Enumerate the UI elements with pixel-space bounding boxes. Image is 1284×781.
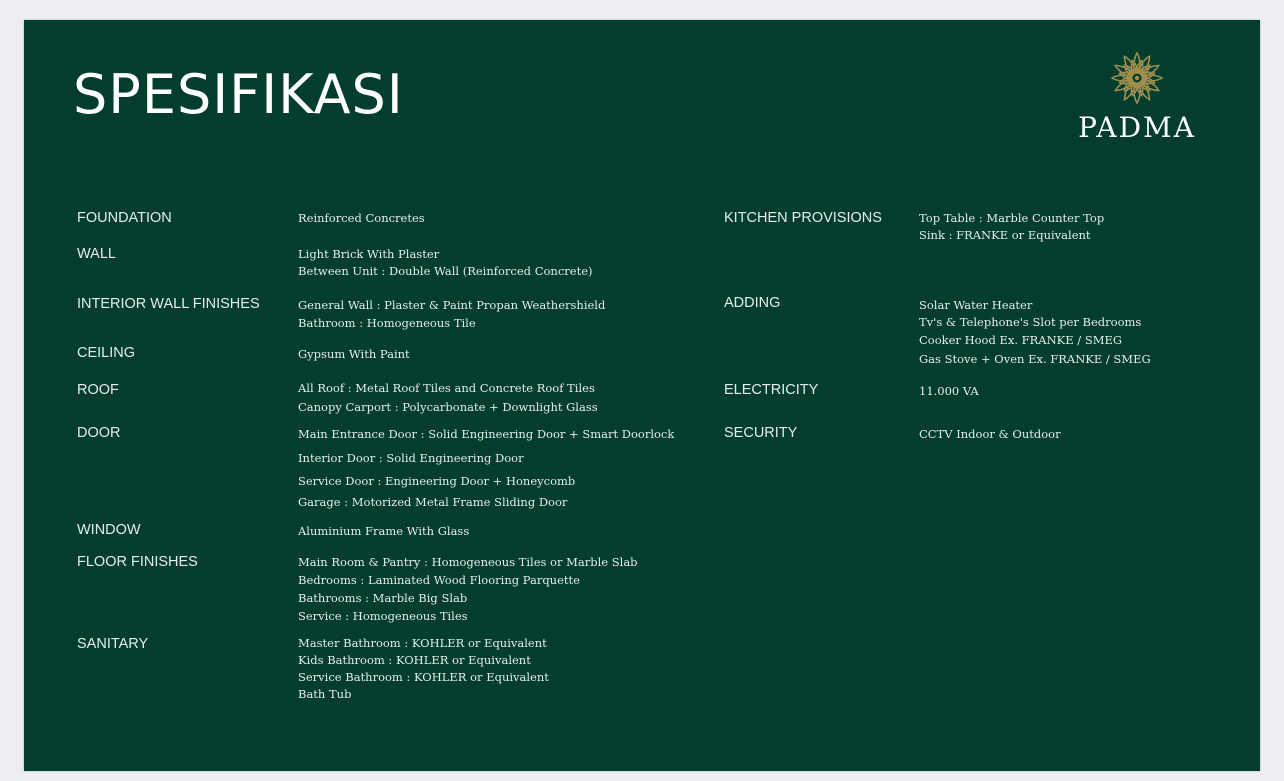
spec-label-kitchen-provisions: KITCHEN PROVISIONS — [724, 210, 882, 226]
spec-label-foundation: FOUNDATION — [77, 210, 172, 226]
spec-line: CCTV Indoor & Outdoor — [919, 427, 1061, 441]
spec-label-door: DOOR — [77, 425, 121, 441]
spec-value-ceiling — [298, 346, 410, 363]
spec-line: Light Brick With Plaster — [298, 247, 440, 261]
spec-line: Kids Bathroom : KOHLER or Equivalent — [298, 653, 531, 667]
spec-label-ceiling: CEILING — [77, 345, 136, 361]
spec-label-window: WINDOW — [77, 522, 141, 538]
brand-name: PADMA — [1078, 111, 1196, 144]
spec-line: Bathroom : Homogeneous Tile — [298, 316, 476, 330]
spec-line: Service Door : Engineering Door + Honeycomb — [298, 474, 576, 488]
brand-logo — [1054, 50, 1220, 150]
spec-line: Solar Water Heater — [919, 298, 1033, 312]
spec-line: Bedrooms : Laminated Wood Flooring Parquette — [298, 573, 580, 587]
spec-label-floor-finishes: FLOOR FINISHES — [77, 554, 198, 570]
spec-line: Top Table : Marble Counter Top — [919, 211, 1105, 225]
spec-line: 11.000 VA — [919, 384, 979, 398]
spec-value-interior-wall-finishes — [298, 297, 605, 332]
spec-value-wall — [298, 246, 592, 280]
spec-line: General Wall : Plaster & Paint Propan Weathershield — [298, 298, 606, 312]
spec-value-security — [919, 426, 1061, 443]
spec-value-door — [298, 426, 674, 511]
spec-label-electricity: ELECTRICITY — [724, 382, 819, 398]
spec-line: Gas Stove + Oven Ex. FRANKE / SMEG — [919, 352, 1151, 366]
spec-value-floor-finishes — [298, 554, 638, 625]
lotus-mandala-icon — [1109, 50, 1165, 106]
spec-line: Bath Tub — [298, 687, 352, 701]
spec-value-kitchen-provisions — [919, 210, 1104, 244]
spec-line: Interior Door : Solid Engineering Door — [298, 451, 524, 465]
page-title: SPESIFIKASI — [73, 63, 404, 126]
spec-value-roof — [298, 380, 598, 416]
spec-card — [24, 20, 1260, 771]
spec-line: Bathrooms : Marble Big Slab — [298, 591, 468, 605]
spec-value-electricity — [919, 383, 979, 400]
spec-line: Main Entrance Door : Solid Engineering Door + Smart Doorlock — [298, 427, 675, 441]
spec-line: Reinforced Concretes — [298, 211, 425, 225]
spec-line: Between Unit : Double Wall (Reinforced Concrete) — [298, 264, 593, 278]
spec-label-roof: ROOF — [77, 382, 119, 398]
spec-line: All Roof : Metal Roof Tiles and Concrete Roof Tiles — [298, 381, 595, 395]
spec-line: Garage : Motorized Metal Frame Sliding Door — [298, 495, 568, 509]
spec-line: Cooker Hood Ex. FRANKE / SMEG — [919, 333, 1123, 347]
spec-line: Gypsum With Paint — [298, 347, 410, 361]
spec-value-window — [298, 523, 469, 540]
spec-line: Service Bathroom : KOHLER or Equivalent — [298, 670, 549, 684]
spec-value-foundation — [298, 210, 425, 227]
spec-label-wall: WALL — [77, 246, 116, 262]
spec-line: Master Bathroom : KOHLER or Equivalent — [298, 636, 547, 650]
spec-label-security: SECURITY — [724, 425, 798, 441]
spec-line: Main Room & Pantry : Homogeneous Tiles or Marble Slab — [298, 555, 638, 569]
spec-line: Canopy Carport : Polycarbonate + Downlight Glass — [298, 400, 598, 414]
spec-label-interior-wall-finishes: INTERIOR WALL FINISHES — [77, 296, 260, 312]
spec-label-adding: ADDING — [724, 295, 781, 311]
spec-value-sanitary — [298, 635, 549, 703]
spec-line: Aluminium Frame With Glass — [298, 524, 470, 538]
spec-value-adding — [919, 297, 1151, 368]
spec-label-sanitary: SANITARY — [77, 636, 149, 652]
spec-line: Sink : FRANKE or Equivalent — [919, 228, 1091, 242]
spec-line: Service : Homogeneous Tiles — [298, 609, 468, 623]
spec-line: Tv's & Telephone's Slot per Bedrooms — [919, 315, 1142, 329]
